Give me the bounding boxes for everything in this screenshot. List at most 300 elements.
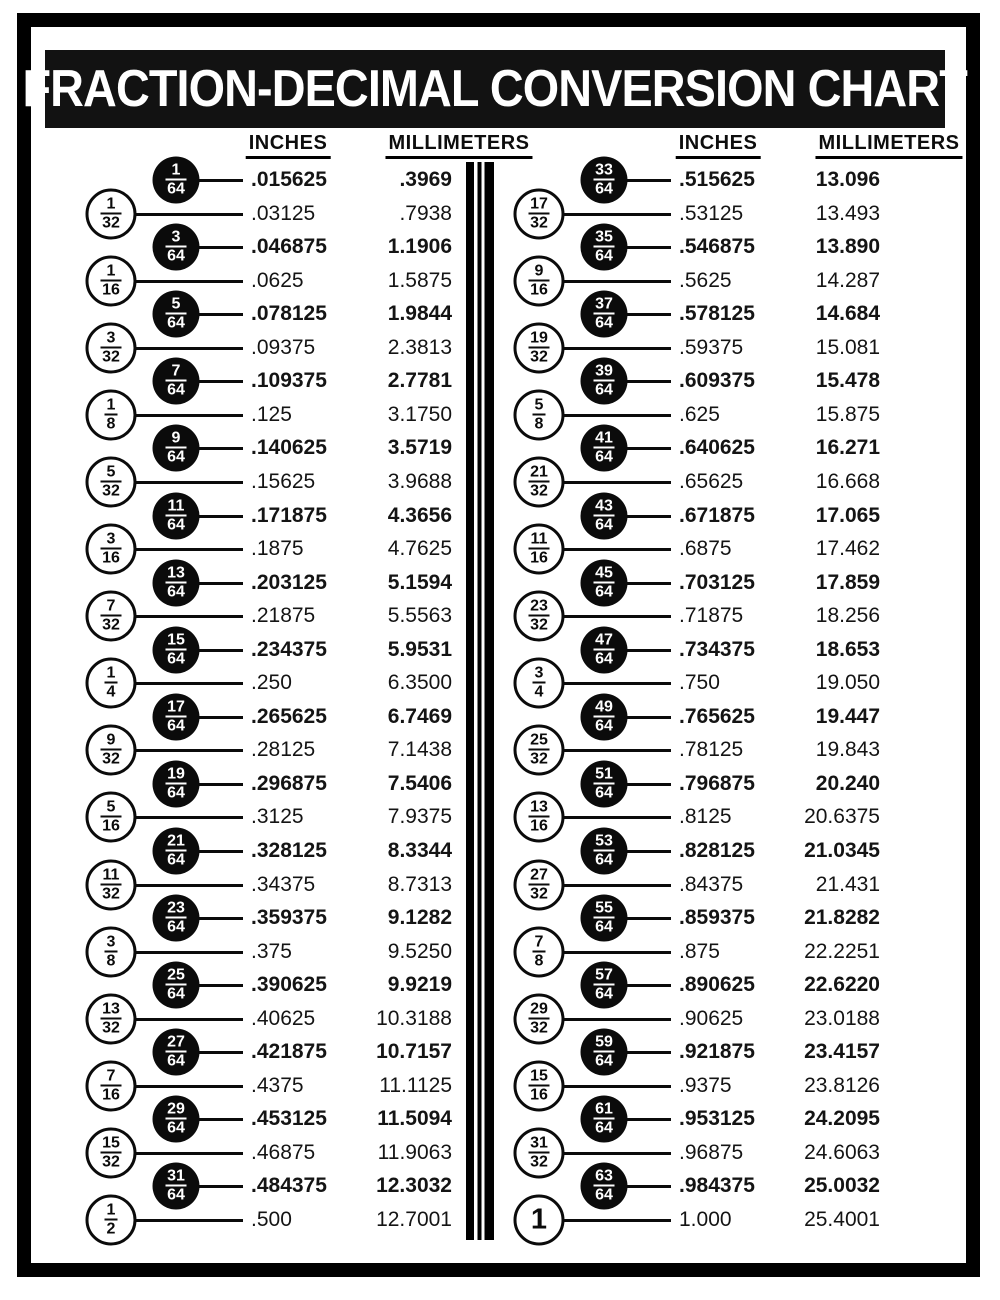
fraction-denominator: 64 (595, 180, 613, 198)
millimeters-value: .3969 (399, 168, 452, 191)
fraction (165, 364, 187, 399)
leader-line (563, 615, 671, 618)
millimeters-value: 4.7625 (387, 537, 452, 560)
inches-value: .921875 (679, 1040, 755, 1063)
fraction (165, 1102, 187, 1137)
inches-value: .421875 (251, 1040, 327, 1063)
millimeters-value: 22.6220 (804, 973, 880, 996)
conversion-row (45, 1069, 495, 1103)
fraction (100, 264, 122, 299)
fraction-numerator: 3 (106, 933, 116, 951)
leader-line (626, 649, 671, 652)
millimeters-value: 21.8282 (804, 906, 880, 929)
fraction (100, 465, 122, 500)
inches-value: .296875 (251, 772, 327, 795)
millimeters-value: 6.3500 (387, 671, 452, 694)
millimeters-value: 4.3656 (387, 504, 452, 527)
conversion-row (473, 1002, 923, 1036)
leader-line (626, 179, 671, 182)
inches-value: .359375 (251, 906, 327, 929)
leader-line (198, 380, 243, 383)
fraction (528, 1136, 550, 1171)
fraction-numerator: 49 (595, 698, 613, 716)
fraction-numerator: 39 (595, 362, 613, 380)
fraction (593, 499, 615, 534)
inches-value: .125 (251, 403, 292, 426)
fraction (528, 465, 550, 500)
conversion-column-left (45, 163, 495, 1243)
leader-line (563, 816, 671, 819)
fraction-numerator: 19 (167, 765, 185, 783)
inches-value: .140625 (251, 436, 327, 459)
conversion-row (45, 868, 495, 902)
inches-value: .5625 (679, 269, 732, 292)
fraction-numerator: 33 (595, 161, 613, 179)
leader-line (198, 984, 243, 987)
fraction (165, 901, 187, 936)
fraction-numerator: 21 (167, 832, 185, 850)
leader-line (198, 246, 243, 249)
leader-line (563, 213, 671, 216)
fraction-denominator: 32 (530, 885, 548, 903)
fraction-numerator: 27 (530, 866, 548, 884)
conversion-column-right (473, 163, 923, 1243)
inches-value: .453125 (251, 1107, 327, 1130)
millimeters-value: 15.875 (815, 403, 880, 426)
fraction-numerator: 3 (106, 530, 116, 548)
fraction-numerator: 23 (530, 597, 548, 615)
fraction-denominator: 32 (530, 750, 548, 768)
millimeters-value: 23.0188 (804, 1007, 880, 1030)
inches-value: .703125 (679, 571, 755, 594)
fraction-denominator: 64 (167, 650, 185, 668)
millimeters-value: 23.4157 (804, 1040, 880, 1063)
leader-line (135, 1219, 243, 1222)
fraction (105, 398, 118, 433)
millimeters-value: 18.256 (815, 604, 880, 627)
page-title: FRACTION-DECIMAL CONVERSION CHART (22, 60, 968, 118)
fraction (165, 163, 187, 198)
leader-line (135, 951, 243, 954)
fraction (165, 968, 187, 1003)
inches-value: .78125 (679, 738, 744, 761)
conversion-row (473, 800, 923, 834)
millimeters-value: 13.096 (815, 168, 880, 191)
inches-value: .515625 (679, 168, 755, 191)
fraction-denominator: 64 (167, 1119, 185, 1137)
fraction-numerator: 19 (530, 329, 548, 347)
inches-value: .15625 (251, 470, 316, 493)
millimeters-value: 7.5406 (387, 772, 452, 795)
conversion-row (45, 331, 495, 365)
leader-line (135, 548, 243, 551)
fraction-numerator: 7 (171, 362, 181, 380)
millimeters-value: 13.890 (815, 235, 880, 258)
fraction-denominator: 64 (167, 314, 185, 332)
leader-line (563, 548, 671, 551)
fraction-numerator: 7 (106, 597, 116, 615)
conversion-row (45, 532, 495, 566)
millimeters-value: 23.8126 (804, 1074, 880, 1097)
millimeters-value: 7.9375 (387, 805, 452, 828)
millimeters-value: 25.0032 (804, 1174, 880, 1197)
millimeters-value: 20.240 (815, 772, 880, 795)
millimeters-value: 12.3032 (376, 1174, 452, 1197)
fraction (533, 935, 546, 970)
fraction (100, 1069, 122, 1104)
fraction-numerator: 1 (106, 396, 116, 414)
millimeters-value: 9.1282 (387, 906, 452, 929)
fraction (105, 666, 118, 701)
leader-line (626, 313, 671, 316)
millimeters-value: 17.065 (815, 504, 880, 527)
inches-value: .0625 (251, 269, 304, 292)
fraction-numerator: 45 (595, 564, 613, 582)
fraction-denominator: 64 (167, 583, 185, 601)
fraction-denominator: 64 (595, 717, 613, 735)
inches-value: .953125 (679, 1107, 755, 1130)
conversion-row (45, 398, 495, 432)
leader-line (563, 347, 671, 350)
title-bar (22, 50, 968, 128)
conversion-row (45, 1002, 495, 1036)
fraction (165, 431, 187, 466)
inches-value: .640625 (679, 436, 755, 459)
fraction-denominator: 64 (167, 918, 185, 936)
millimeters-value: 12.7001 (376, 1208, 452, 1231)
fraction (105, 1203, 118, 1238)
leader-line (626, 1185, 671, 1188)
millimeters-value: 17.462 (815, 537, 880, 560)
leader-line (135, 414, 243, 417)
fraction-numerator: 7 (534, 933, 544, 951)
conversion-row (473, 331, 923, 365)
fraction (593, 163, 615, 198)
leader-line (626, 917, 671, 920)
inches-value: .984375 (679, 1174, 755, 1197)
fraction-numerator: 17 (167, 698, 185, 716)
leader-line (198, 716, 243, 719)
fraction-numerator: 59 (595, 1033, 613, 1051)
fraction-denominator: 16 (102, 549, 120, 567)
fraction (528, 868, 550, 903)
conversion-row (45, 465, 495, 499)
leader-line (198, 447, 243, 450)
conversion-row (473, 264, 923, 298)
inches-value: .328125 (251, 839, 327, 862)
conversion-row (45, 1203, 495, 1237)
fraction (528, 264, 550, 299)
fraction (100, 733, 122, 768)
inches-value: .109375 (251, 369, 327, 392)
millimeters-value: 3.9688 (387, 470, 452, 493)
conversion-row (473, 666, 923, 700)
fraction-denominator: 32 (530, 214, 548, 232)
fraction-denominator: 32 (530, 1019, 548, 1037)
fraction (528, 197, 550, 232)
millimeters-value: 16.668 (815, 470, 880, 493)
fraction-numerator: 31 (167, 1167, 185, 1185)
inches-value: .28125 (251, 738, 316, 761)
leader-line (563, 414, 671, 417)
conversion-row (473, 532, 923, 566)
leader-line (563, 951, 671, 954)
millimeters-value: 2.7781 (387, 369, 452, 392)
conversion-row (473, 733, 923, 767)
fraction-numerator: 17 (530, 195, 548, 213)
millimeters-value: 19.843 (815, 738, 880, 761)
fraction-numerator: 29 (530, 1000, 548, 1018)
leader-line (135, 1018, 243, 1021)
fraction-denominator: 64 (167, 516, 185, 534)
millimeters-header-left: MILLIMETERS (385, 132, 532, 159)
fraction (593, 633, 615, 668)
fraction (165, 499, 187, 534)
inches-value: .21875 (251, 604, 316, 627)
leader-line (563, 1219, 671, 1222)
leader-line (563, 481, 671, 484)
inches-value: .484375 (251, 1174, 327, 1197)
fraction (528, 331, 550, 366)
conversion-row (473, 935, 923, 969)
fraction (593, 1035, 615, 1070)
fraction-denominator: 64 (595, 1052, 613, 1070)
millimeters-value: 9.9219 (387, 973, 452, 996)
inches-value: .234375 (251, 638, 327, 661)
fraction-denominator: 64 (595, 381, 613, 399)
millimeters-value: 14.684 (815, 302, 880, 325)
millimeters-value: 9.5250 (387, 940, 452, 963)
fraction-numerator: 9 (171, 429, 181, 447)
fraction (593, 834, 615, 869)
leader-line (626, 1051, 671, 1054)
fraction (165, 230, 187, 265)
conversion-row (45, 800, 495, 834)
fraction-denominator: 64 (595, 314, 613, 332)
fraction (533, 398, 546, 433)
fraction-denominator: 64 (595, 247, 613, 265)
inches-value: .90625 (679, 1007, 744, 1030)
millimeters-value: 8.7313 (387, 873, 452, 896)
fraction (528, 1069, 550, 1104)
fraction (165, 1035, 187, 1070)
fraction-denominator: 64 (595, 1186, 613, 1204)
fraction (165, 297, 187, 332)
inches-value: .03125 (251, 202, 316, 225)
fraction-numerator: 37 (595, 295, 613, 313)
inches-value: .671875 (679, 504, 755, 527)
conversion-row (45, 197, 495, 231)
fraction-denominator: 64 (167, 784, 185, 802)
leader-line (135, 1152, 243, 1155)
fraction-denominator: 16 (530, 281, 548, 299)
inches-value: .375 (251, 940, 292, 963)
leader-line (563, 1085, 671, 1088)
inches-value: .265625 (251, 705, 327, 728)
fraction-denominator: 32 (102, 885, 120, 903)
fraction-denominator: 16 (102, 817, 120, 835)
fraction-denominator: 4 (534, 683, 544, 701)
fraction-numerator: 1 (106, 664, 116, 682)
leader-line (198, 1051, 243, 1054)
inches-value: .546875 (679, 235, 755, 258)
fraction-denominator: 64 (595, 918, 613, 936)
fraction-numerator: 13 (167, 564, 185, 582)
fraction-numerator: 15 (167, 631, 185, 649)
fraction-denominator: 64 (595, 985, 613, 1003)
fraction-denominator: 32 (102, 348, 120, 366)
conversion-row (45, 264, 495, 298)
fraction (165, 566, 187, 601)
fraction (593, 364, 615, 399)
inches-value: .46875 (251, 1141, 316, 1164)
fraction-denominator: 8 (106, 415, 116, 433)
inches-value: .015625 (251, 168, 327, 191)
millimeters-header-right: MILLIMETERS (815, 132, 962, 159)
inches-value: .1875 (251, 537, 304, 560)
fraction-denominator: 64 (595, 1119, 613, 1137)
fraction-numerator: 11 (167, 497, 185, 515)
inches-value: .4375 (251, 1074, 304, 1097)
inches-value: .9375 (679, 1074, 732, 1097)
millimeters-value: 11.1125 (379, 1074, 452, 1097)
millimeters-value: 1.1906 (387, 235, 452, 258)
fraction-numerator: 1 (171, 161, 181, 179)
fraction-numerator: 27 (167, 1033, 185, 1051)
fraction-numerator: 43 (595, 497, 613, 515)
inches-value: .59375 (679, 336, 744, 359)
millimeters-value: 2.3813 (387, 336, 452, 359)
millimeters-value: 5.1594 (387, 571, 452, 594)
inches-value: .859375 (679, 906, 755, 929)
fraction-numerator: 7 (106, 1067, 116, 1085)
leader-line (135, 347, 243, 350)
conversion-row (473, 868, 923, 902)
conversion-row (473, 398, 923, 432)
leader-line (626, 984, 671, 987)
inches-value: .96875 (679, 1141, 744, 1164)
inches-value: .750 (679, 671, 720, 694)
inches-value: .734375 (679, 638, 755, 661)
millimeters-value: 18.653 (815, 638, 880, 661)
fraction-numerator: 47 (595, 631, 613, 649)
fraction (165, 700, 187, 735)
fraction-denominator: 32 (102, 616, 120, 634)
millimeters-value: 24.2095 (804, 1107, 880, 1130)
fraction-denominator: 2 (106, 1220, 116, 1238)
fraction-numerator: 41 (595, 429, 613, 447)
fraction-numerator: 1 (106, 195, 116, 213)
inches-value: .500 (251, 1208, 292, 1231)
fraction-denominator: 64 (595, 583, 613, 601)
fraction-denominator: 64 (167, 1052, 185, 1070)
millimeters-value: 1.5875 (387, 269, 452, 292)
millimeters-value: 10.3188 (376, 1007, 452, 1030)
leader-line (563, 749, 671, 752)
fraction-denominator: 64 (167, 180, 185, 198)
millimeters-value: 5.5563 (387, 604, 452, 627)
millimeters-value: 20.6375 (804, 805, 880, 828)
fraction (593, 968, 615, 1003)
fraction-numerator: 3 (106, 329, 116, 347)
fraction-numerator: 31 (530, 1134, 548, 1152)
fraction-numerator: 5 (534, 396, 544, 414)
leader-line (198, 917, 243, 920)
inches-value: .578125 (679, 302, 755, 325)
millimeters-value: 19.050 (815, 671, 880, 694)
fraction-denominator: 64 (595, 851, 613, 869)
millimeters-value: 5.9531 (387, 638, 452, 661)
fraction-numerator: 35 (595, 228, 613, 246)
fraction (105, 935, 118, 970)
fraction-numerator: 21 (530, 463, 548, 481)
leader-line (135, 615, 243, 618)
fraction-numerator: 51 (595, 765, 613, 783)
fraction (100, 532, 122, 567)
fraction (593, 566, 615, 601)
fraction-denominator: 64 (595, 516, 613, 534)
leader-line (626, 716, 671, 719)
leader-line (626, 515, 671, 518)
fraction-denominator: 16 (530, 1086, 548, 1104)
fraction-denominator: 32 (102, 1019, 120, 1037)
fraction-numerator: 61 (595, 1100, 613, 1118)
fraction (533, 666, 546, 701)
inches-value: .40625 (251, 1007, 316, 1030)
inches-value: .8125 (679, 805, 732, 828)
fraction (593, 1102, 615, 1137)
millimeters-value: 22.2251 (804, 940, 880, 963)
millimeters-value: 10.7157 (376, 1040, 452, 1063)
fraction (528, 599, 550, 634)
millimeters-value: 17.859 (815, 571, 880, 594)
fraction-denominator: 32 (530, 482, 548, 500)
leader-line (626, 246, 671, 249)
fraction (593, 1169, 615, 1204)
fraction-numerator: 55 (595, 899, 613, 917)
fraction (100, 868, 122, 903)
fraction-denominator: 64 (595, 650, 613, 668)
millimeters-value: 6.7469 (387, 705, 452, 728)
fraction (528, 733, 550, 768)
inches-value: .078125 (251, 302, 327, 325)
millimeters-value: 21.0345 (804, 839, 880, 862)
conversion-row (45, 1136, 495, 1170)
millimeters-value: 3.1750 (387, 403, 452, 426)
fraction (165, 767, 187, 802)
fraction-numerator: 63 (595, 1167, 613, 1185)
leader-line (626, 850, 671, 853)
conversion-row (473, 465, 923, 499)
leader-line (563, 280, 671, 283)
fraction (593, 230, 615, 265)
leader-line (626, 1118, 671, 1121)
inches-value: .65625 (679, 470, 744, 493)
millimeters-value: 11.9063 (377, 1141, 452, 1164)
inches-value: .250 (251, 671, 292, 694)
inches-value: .09375 (251, 336, 316, 359)
conversion-row (473, 197, 923, 231)
fraction-denominator: 8 (106, 952, 116, 970)
fraction (165, 1169, 187, 1204)
fraction-denominator: 16 (530, 817, 548, 835)
leader-line (198, 783, 243, 786)
leader-line (198, 515, 243, 518)
fraction-denominator: 16 (102, 281, 120, 299)
inches-value: .3125 (251, 805, 304, 828)
conversion-row (473, 1203, 923, 1237)
conversion-row (45, 599, 495, 633)
